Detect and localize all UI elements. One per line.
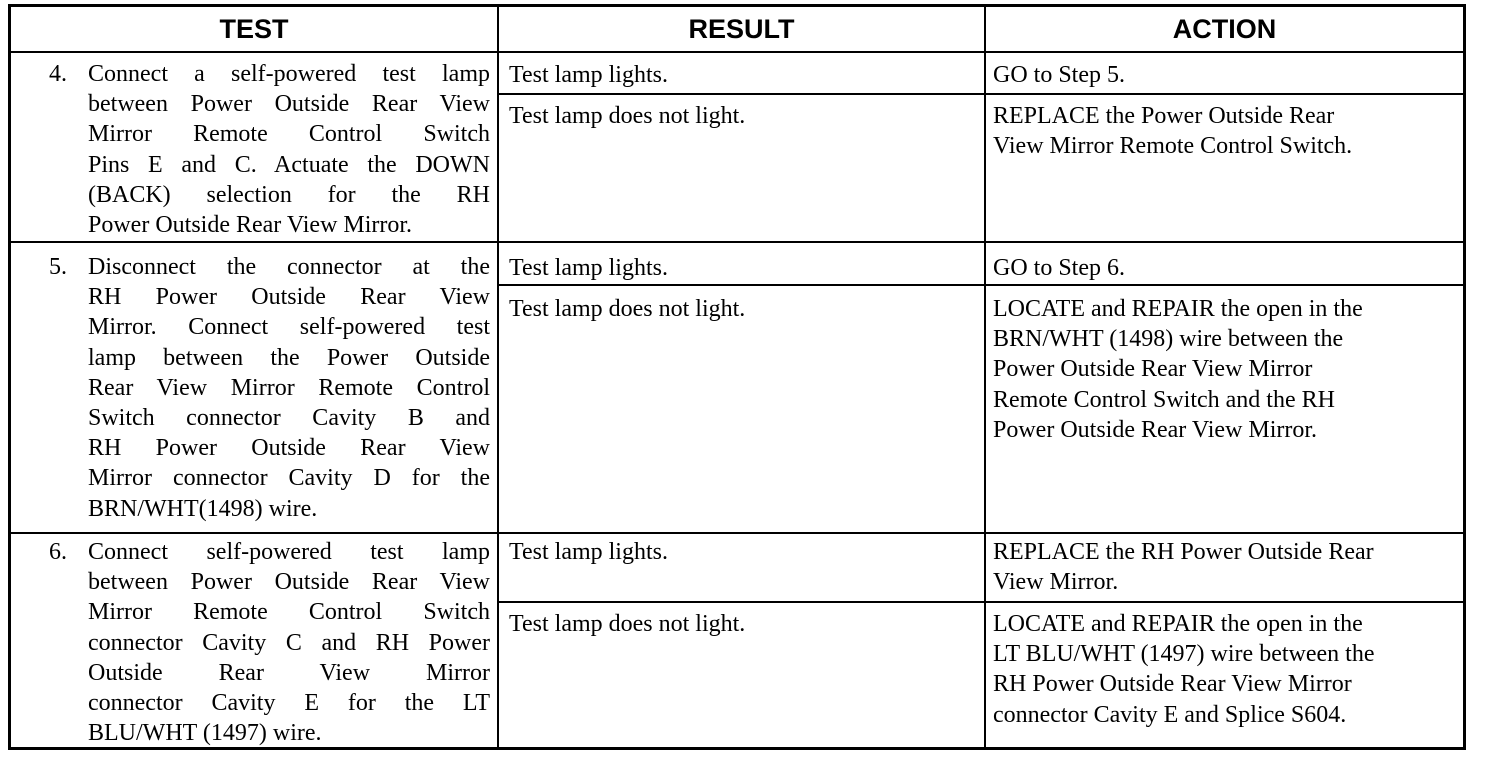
action-line: REPLACE the Power Outside Rear [993,103,1335,129]
action-line: BRN/WHT (1498) wire between the [993,326,1344,353]
action-line: GO to Step 6. [993,255,1125,281]
test-line: Outside Rear View Mirror [88,659,490,686]
test-line: RH Power Outside Rear View [88,284,490,311]
action-line: REPLACE the RH Power Outside Rear [993,539,1374,565]
diagnostic-table [8,4,1466,750]
test-line: Power Outside Rear View Mirror. [88,211,413,238]
test-line: lamp between the Power Outside [88,344,490,371]
test-line: BLU/WHT (1497) wire. [88,720,322,747]
subrow-divider [497,601,1463,603]
test-line: Mirror Remote Control Switch [88,121,490,148]
action-text [993,253,1125,283]
subrow-divider [497,284,1463,286]
header-result: RESULT [688,14,795,44]
test-line: between Power Outside Rear View [88,569,490,596]
action-line: View Mirror Remote Control Switch. [993,133,1353,160]
test-line: Connect self-powered test lamp [88,539,490,565]
test-line: Switch connector Cavity B and [88,404,490,431]
header-test: TEST [219,14,289,44]
step-number: 4. [49,61,67,87]
header-divider [11,51,1463,53]
test-text [88,537,490,748]
row-divider [11,532,1463,534]
test-line: Rear View Mirror Remote Control [88,374,490,401]
test-line: RH Power Outside Rear View [88,435,490,462]
subrow-divider [497,93,1463,95]
test-line: Connect a self-powered test lamp [88,61,490,87]
action-text [993,537,1374,597]
result-text: Test lamp lights. [509,255,668,281]
action-line: connector Cavity E and Splice S604. [993,701,1347,728]
action-line: Power Outside Rear View Mirror [993,356,1313,383]
result-text: Test lamp does not light. [509,611,746,637]
action-text [993,294,1363,445]
step-number: 6. [49,539,67,565]
action-line: Remote Control Switch and the RH [993,386,1335,413]
column-divider [984,7,986,747]
action-line: LOCATE and REPAIR the open in the [993,296,1363,322]
test-line: Mirror. Connect self-powered test [88,314,490,341]
action-text [993,609,1374,730]
action-line: Power Outside Rear View Mirror. [993,416,1318,443]
test-line: Mirror connector Cavity D for the [88,465,490,492]
test-line: between Power Outside Rear View [88,91,490,118]
column-divider [497,7,499,747]
test-line: BRN/WHT(1498) wire. [88,495,318,522]
header-action: ACTION [1172,14,1277,44]
action-line: LT BLU/WHT (1497) wire between the [993,641,1375,668]
test-text [88,59,490,240]
action-line: View Mirror. [993,569,1119,596]
action-text [993,101,1352,161]
test-line: Mirror Remote Control Switch [88,599,490,626]
test-text [88,252,490,524]
result-text: Test lamp does not light. [509,296,746,322]
step-number: 5. [49,254,67,280]
result-text: Test lamp lights. [509,62,668,88]
row-divider [11,241,1463,243]
action-line: GO to Step 5. [993,62,1125,88]
result-text: Test lamp does not light. [509,103,746,129]
test-line: Pins E and C. Actuate the DOWN [88,151,490,178]
test-line: (BACK) selection for the RH [88,181,490,208]
action-line: LOCATE and REPAIR the open in the [993,611,1363,637]
test-line: connector Cavity C and RH Power [88,629,490,656]
action-line: RH Power Outside Rear View Mirror [993,671,1352,698]
test-line: Disconnect the connector at the [88,254,490,280]
result-text: Test lamp lights. [509,539,668,565]
action-text [993,60,1125,90]
test-line: connector Cavity E for the LT [88,689,490,716]
